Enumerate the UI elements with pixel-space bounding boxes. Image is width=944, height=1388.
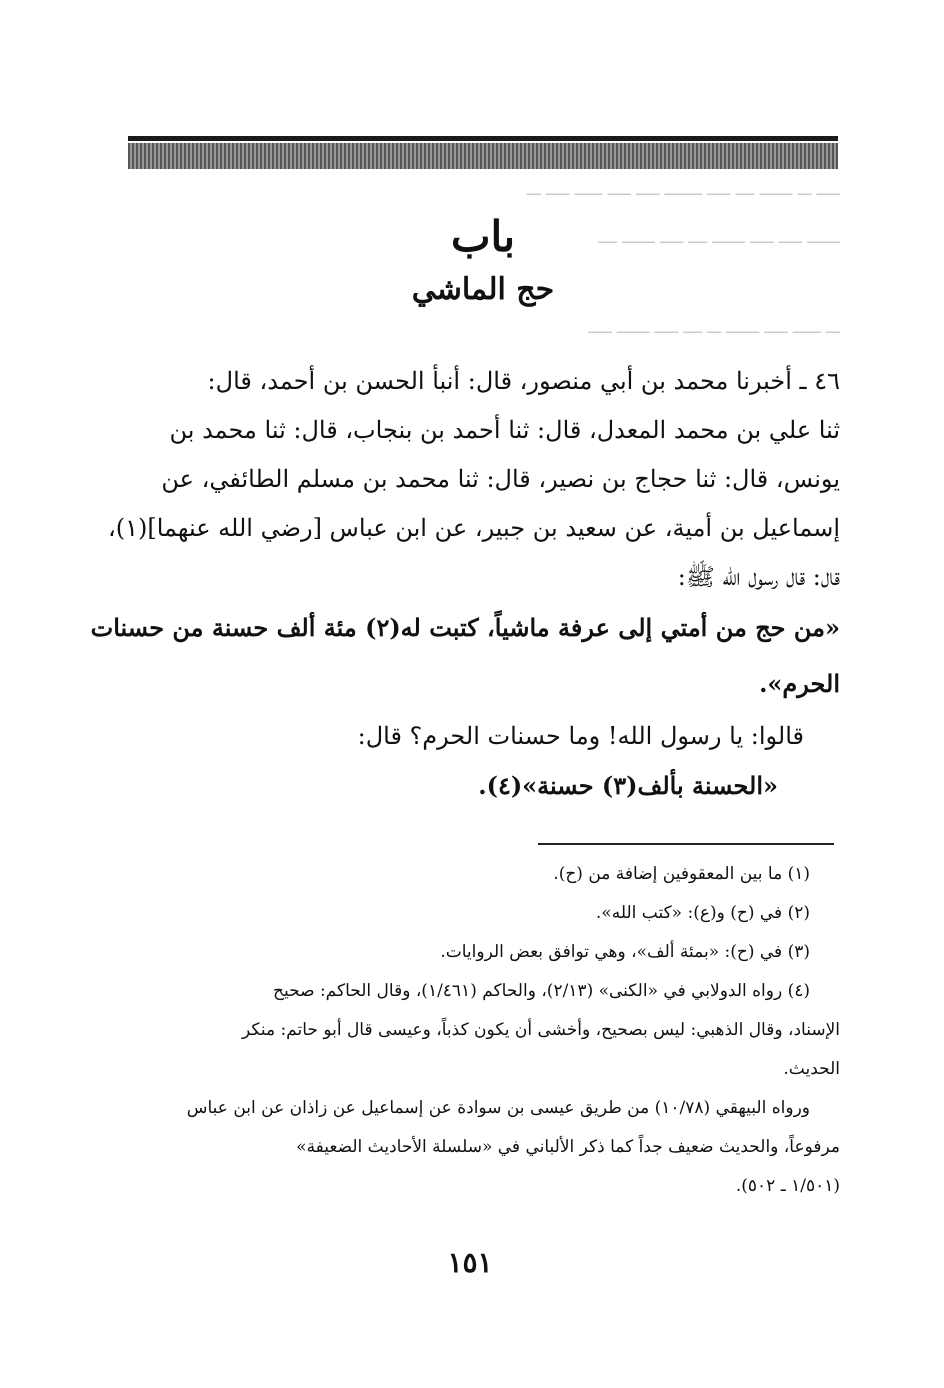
bleed-through-text: ـــــ ـــ ـــــــ ــــ ـــــ ــــــــ ـــــ ـــــ ــــــ ـــــ ـــ <box>526 180 840 199</box>
matn-line: الحرم». <box>759 669 840 698</box>
isnad-line: قال: قال رسول الله ﷺ: <box>677 563 840 591</box>
bleed-through-text: ـــ ــــــ ـــــ ـــــــ ـــ ــــ ـــــ ـــــــ ـــــ <box>588 318 840 337</box>
matn-line: «من حج من أمتي إلى عرفة ماشياً، كتبت له(٢) مئة ألف حسنة من حسنات <box>90 613 840 642</box>
chapter-subtitle: حج الماشي <box>411 272 555 307</box>
answer-line: «الحسنة بألف(٣) حسنة»(٤). <box>478 771 778 800</box>
footnote-2: (٢) في (ح) و(ع): «كتب الله». <box>595 903 810 923</box>
hadith-matn <box>90 600 840 712</box>
isnad-line: إسماعيل بن أمية، عن سعيد بن جبير، عن ابن عباس [رضي الله عنهما](١)، <box>108 514 840 542</box>
footnote-4-cont: الإسناد، وقال الذهبي: ليس بصحيح، وأخشى أن يكون كذباً، وعيسى قال أبو حاتم: منكر <box>242 1020 840 1040</box>
footnote-3: (٣) في (ح): «بمئة ألف»، وهي توافق بعض الروايات. <box>440 942 810 962</box>
header-rule-thick <box>128 143 838 169</box>
page-number: ١٥١ <box>447 1246 493 1279</box>
isnad-line: ٤٦ ـ أخبرنا محمد بن أبي منصور، قال: أنبأ الحسن بن أحمد، قال: <box>207 367 840 395</box>
footnote-4: (٤) رواه الدولابي في «الكنى» (٢/١٣)، والحاكم (١/٤٦١)، وقال الحاكم: صحيح <box>273 981 810 1001</box>
footnote-4-extra-cont: (١/٥٠١ ـ ٥٠٢). <box>735 1176 840 1196</box>
hadith-dialogue <box>118 712 840 810</box>
footnote-4-extra: ورواه البيهقي (١٠/٧٨) من طريق عيسى بن سوادة عن إسماعيل عن زاذان عن ابن عباس <box>186 1098 810 1118</box>
footnote-divider <box>538 843 834 845</box>
hadith-isnad <box>108 357 840 602</box>
bleed-through-text: ـــــــ ـــــ ـــــ ـــــــ ــــ ـــــ ـــــــ ــــ <box>598 228 840 247</box>
footnote-4-cont: الحديث. <box>783 1059 840 1079</box>
isnad-line: ثنا علي بن محمد المعدل، قال: ثنا أحمد بن بنجاب، قال: ثنا محمد بن <box>169 416 840 444</box>
isnad-line: يونس، قال: ثنا حجاج بن نصير، قال: ثنا محمد بن مسلم الطائفي، عن <box>161 465 840 493</box>
question-line: قالوا: يا رسول الله! وما حسنات الحرم؟ قال: <box>357 722 804 750</box>
chapter-heading: باب <box>450 212 516 261</box>
footnote-4-extra-cont: مرفوعاً، والحديث ضعيف جداً كما ذكر الألباني في «سلسلة الأحاديث الضعيفة» <box>296 1137 840 1157</box>
footnotes <box>118 855 840 1206</box>
header-rule-thin <box>128 136 838 141</box>
footnote-1: (١) ما بين المعقوفين إضافة من (ح). <box>553 864 810 884</box>
